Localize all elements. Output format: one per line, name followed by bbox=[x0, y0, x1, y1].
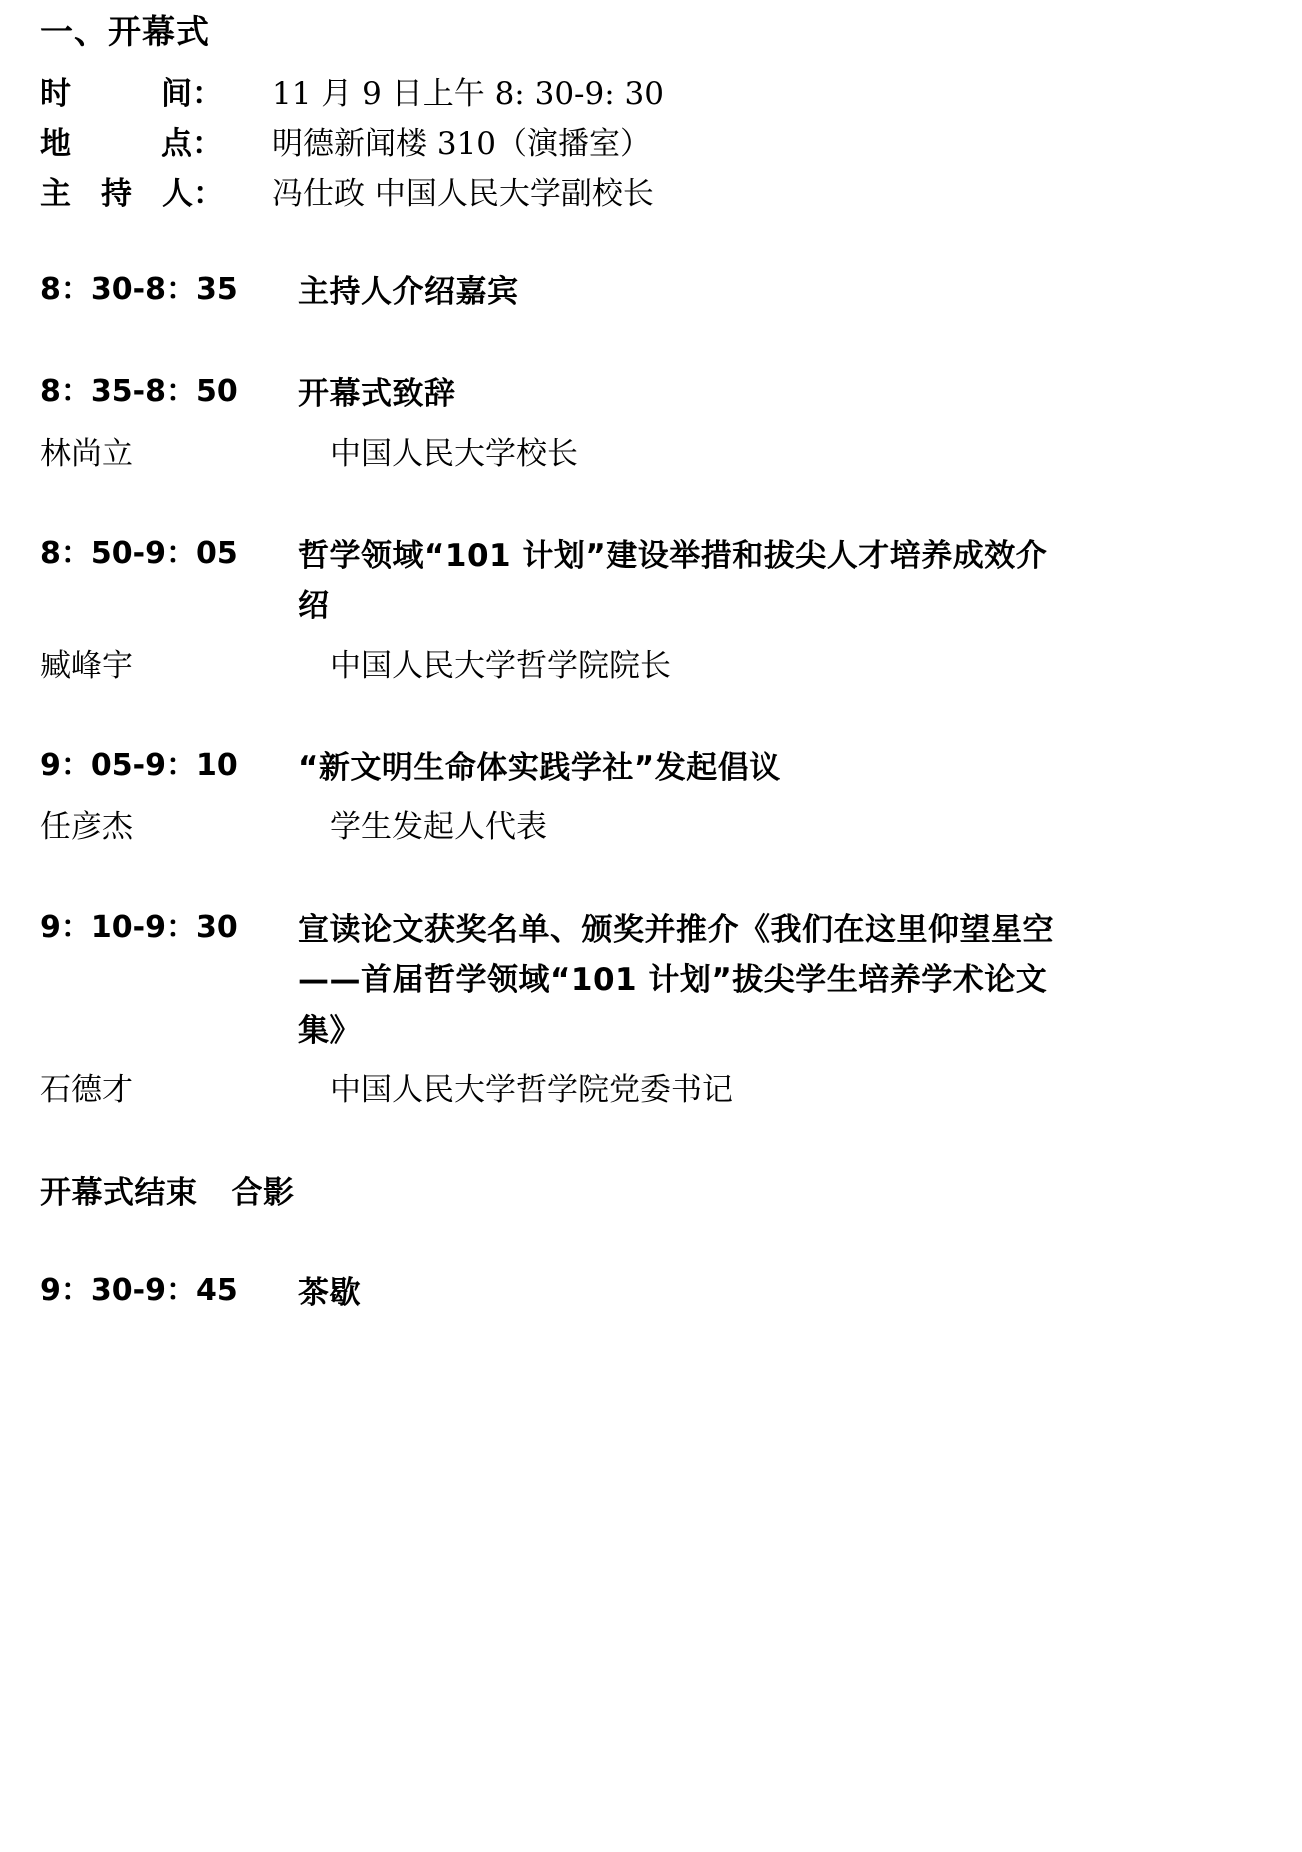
meta-label-place: 地 点： bbox=[40, 125, 223, 162]
meta-row-host bbox=[40, 169, 1242, 219]
agenda-time: 8：50-9：05 bbox=[40, 536, 238, 572]
agenda-topic: 开幕式致辞 bbox=[298, 376, 456, 413]
agenda-speaker bbox=[40, 642, 1242, 692]
speaker-name: 任彦杰 bbox=[40, 809, 133, 846]
agenda-time: 9：10-9：30 bbox=[40, 910, 238, 946]
speaker-title: 中国人民大学哲学院党委书记 bbox=[330, 1071, 733, 1108]
agenda-time: 9：05-9：10 bbox=[40, 748, 238, 784]
speaker-title: 中国人民大学哲学院院长 bbox=[330, 647, 671, 684]
agenda-item bbox=[40, 531, 1242, 691]
meta-label-time: 时 间： bbox=[40, 75, 223, 112]
agenda-speaker bbox=[40, 803, 1242, 853]
meta-value-place: 明德新闻楼 310（演播室） bbox=[272, 125, 652, 162]
meta-value-host: 冯仕政 中国人民大学副校长 bbox=[272, 175, 654, 212]
agenda-item bbox=[40, 905, 1242, 1115]
agenda-topic: “新文明生命体实践学社”发起倡议 bbox=[298, 750, 781, 787]
agenda-speaker bbox=[40, 1066, 1242, 1116]
agenda-time: 9：30-9：45 bbox=[40, 1273, 238, 1309]
agenda-time: 8：30-8：35 bbox=[40, 272, 238, 308]
speaker-name: 臧峰宇 bbox=[40, 647, 133, 684]
agenda-topic: 茶歇 bbox=[298, 1275, 361, 1312]
closing-label: 开幕式结束 bbox=[40, 1175, 198, 1212]
closing-activity: 合影 bbox=[231, 1175, 295, 1212]
agenda-time: 8：35-8：50 bbox=[40, 374, 238, 410]
agenda-speaker bbox=[40, 430, 1242, 480]
agenda-item bbox=[40, 743, 1242, 853]
page-title: 一、开幕式 bbox=[40, 12, 210, 51]
agenda-topic: 哲学领域“101 计划”建设举措和拔尖人才培养成效介绍 bbox=[298, 538, 1048, 625]
speaker-name: 石德才 bbox=[40, 1071, 133, 1108]
speaker-title: 学生发起人代表 bbox=[330, 809, 547, 846]
agenda-topic: 主持人介绍嘉宾 bbox=[298, 274, 519, 311]
closing-note bbox=[40, 1167, 1242, 1212]
speaker-name: 林尚立 bbox=[40, 435, 133, 472]
agenda-item bbox=[40, 267, 1242, 317]
agenda-item-break bbox=[40, 1268, 1242, 1318]
agenda-item bbox=[40, 369, 1242, 479]
event-meta-block bbox=[40, 69, 1242, 220]
meta-row-time bbox=[40, 69, 1242, 119]
meta-label-host: 主 持 人： bbox=[40, 175, 224, 212]
speaker-title: 中国人民大学校长 bbox=[330, 435, 578, 472]
agenda-topic: 宣读论文获奖名单、颁奖并推介《我们在这里仰望星空——首届哲学领域“101 计划”拔尖学生培养学术论文集》 bbox=[298, 912, 1054, 1049]
meta-row-place bbox=[40, 119, 1242, 169]
meta-value-time: 11 月 9 日上午 8: 30-9: 30 bbox=[272, 75, 664, 112]
